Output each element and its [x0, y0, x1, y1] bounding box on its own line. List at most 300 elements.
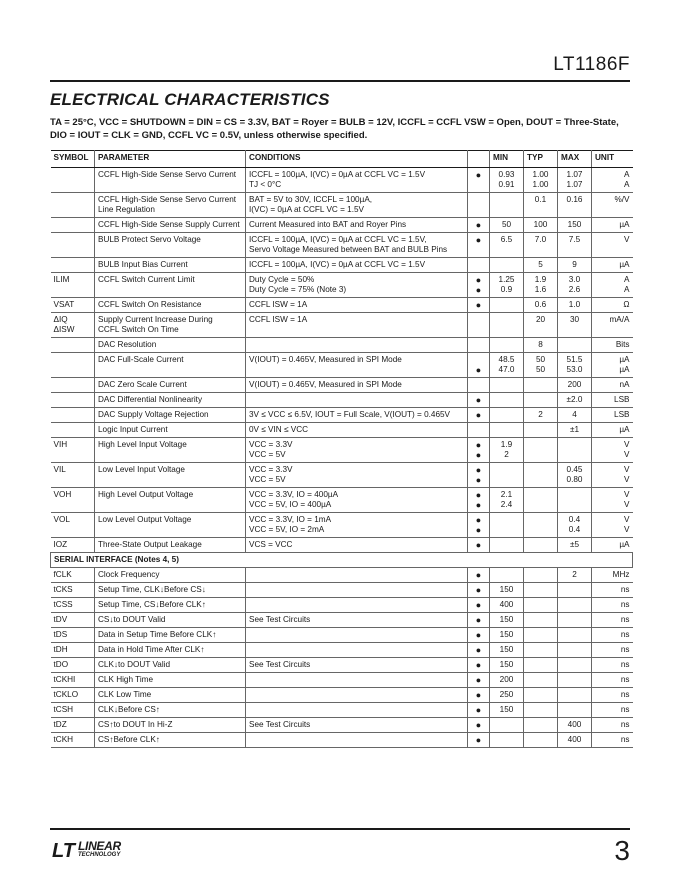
cell-dot: ●: [468, 583, 490, 598]
cell-min: 150: [490, 658, 524, 673]
table-header-row: [51, 151, 633, 168]
cell-max: [558, 673, 592, 688]
cell-dot: ●: [468, 673, 490, 688]
cell-sym: [51, 258, 95, 273]
col-header-min: MIN: [490, 151, 524, 168]
logo-brand-text: LINEAR: [78, 839, 121, 853]
section-title: ELECTRICAL CHARACTERISTICS: [50, 90, 330, 109]
cell-unit: LSB: [592, 393, 633, 408]
cell-sym: [51, 168, 95, 193]
cell-min: [490, 378, 524, 393]
cell-typ: 8: [524, 338, 558, 353]
table-row: [51, 408, 633, 423]
cell-unit: A A: [592, 273, 633, 298]
cell-cond: V(IOUT) = 0.465V, Measured in SPI Mode: [246, 353, 468, 378]
cell-param: Data in Setup Time Before CLK↑: [95, 628, 246, 643]
cell-cond: V(IOUT) = 0.465V, Measured in SPI Mode: [246, 378, 468, 393]
cell-sym: ILIM: [51, 273, 95, 298]
cell-sym: tDS: [51, 628, 95, 643]
footer-rule: [50, 828, 630, 830]
cell-cond: VCC = 3.3V, IO = 400µA VCC = 5V, IO = 400µA: [246, 488, 468, 513]
cell-min: [490, 193, 524, 218]
cell-sym: [51, 408, 95, 423]
cell-unit: ns: [592, 643, 633, 658]
serial-interface-title: SERIAL INTERFACE (Notes 4, 5): [51, 553, 633, 568]
cell-sym: VOH: [51, 488, 95, 513]
cell-param: CLK High Time: [95, 673, 246, 688]
cell-max: 30: [558, 313, 592, 338]
col-header-max: MAX: [558, 151, 592, 168]
cell-cond: VCC = 3.3V VCC = 5V: [246, 463, 468, 488]
cell-unit: Ω: [592, 298, 633, 313]
cell-sym: [51, 193, 95, 218]
cell-dot: [468, 378, 490, 393]
cell-typ: [524, 378, 558, 393]
cell-dot: ●: [468, 628, 490, 643]
cell-unit: mA/A: [592, 313, 633, 338]
cell-sym: VIL: [51, 463, 95, 488]
cell-unit: ns: [592, 673, 633, 688]
cell-sym: tCKHI: [51, 673, 95, 688]
cell-sym: IOZ: [51, 538, 95, 553]
cell-sym: VSAT: [51, 298, 95, 313]
cell-dot: [468, 423, 490, 438]
cell-dot: [468, 313, 490, 338]
cell-param: CS↑Before CLK↑: [95, 733, 246, 748]
cell-typ: 1.00 1.00: [524, 168, 558, 193]
cell-unit: %/V: [592, 193, 633, 218]
header-rule: [50, 80, 630, 82]
cell-param: CLK Low Time: [95, 688, 246, 703]
cell-max: [558, 488, 592, 513]
table-row: [51, 338, 633, 353]
table-row: [51, 488, 633, 513]
cell-max: 150: [558, 218, 592, 233]
cell-dot: ●: [468, 538, 490, 553]
cell-sym: [51, 393, 95, 408]
cell-unit: µA: [592, 538, 633, 553]
cell-cond: See Test Circuits: [246, 718, 468, 733]
cell-typ: [524, 718, 558, 733]
cell-param: CCFL Switch Current Limit: [95, 273, 246, 298]
cell-typ: [524, 658, 558, 673]
cell-max: 0.45 0.80: [558, 463, 592, 488]
cell-param: DAC Zero Scale Current: [95, 378, 246, 393]
table-row: [51, 613, 633, 628]
table-row: [51, 538, 633, 553]
cell-max: [558, 438, 592, 463]
cell-unit: ns: [592, 688, 633, 703]
cell-sym: tDH: [51, 643, 95, 658]
cell-dot: ●: [468, 218, 490, 233]
cell-sym: tDO: [51, 658, 95, 673]
cell-cond: [246, 393, 468, 408]
cell-param: DAC Supply Voltage Rejection: [95, 408, 246, 423]
cell-cond: VCC = 3.3V, IO = 1mA VCC = 5V, IO = 2mA: [246, 513, 468, 538]
cell-min: 150: [490, 628, 524, 643]
cell-min: 150: [490, 703, 524, 718]
cell-max: 9: [558, 258, 592, 273]
cell-cond: CCFL ISW = 1A: [246, 298, 468, 313]
cell-dot: ●: [468, 733, 490, 748]
cell-cond: [246, 583, 468, 598]
cell-sym: fCLK: [51, 568, 95, 583]
cell-dot: ●: [468, 703, 490, 718]
cell-dot: ●: [468, 393, 490, 408]
cell-min: 250: [490, 688, 524, 703]
cell-typ: [524, 488, 558, 513]
cell-max: 2: [558, 568, 592, 583]
cell-param: CLK↓to DOUT Valid: [95, 658, 246, 673]
table-row: [51, 673, 633, 688]
cell-cond: CCFL ISW = 1A: [246, 313, 468, 338]
cell-sym: [51, 338, 95, 353]
table-row: [51, 628, 633, 643]
cell-sym: [51, 233, 95, 258]
cell-unit: ns: [592, 658, 633, 673]
cell-unit: µA: [592, 423, 633, 438]
cell-unit: ns: [592, 583, 633, 598]
table-row: [51, 688, 633, 703]
cell-min: [490, 298, 524, 313]
cell-dot: ● ●: [468, 273, 490, 298]
cell-unit: ns: [592, 598, 633, 613]
cell-unit: V: [592, 233, 633, 258]
table-row: [51, 463, 633, 488]
cell-typ: [524, 733, 558, 748]
table-row: [51, 193, 633, 218]
cell-min: [490, 718, 524, 733]
cell-cond: [246, 703, 468, 718]
cell-min: [490, 538, 524, 553]
table-row: [51, 313, 633, 338]
cell-sym: tCSH: [51, 703, 95, 718]
cell-dot: [468, 338, 490, 353]
cell-max: 4: [558, 408, 592, 423]
table-row: [51, 658, 633, 673]
cell-dot: ●: [468, 643, 490, 658]
cell-param: Setup Time, CLK↓Before CS↓: [95, 583, 246, 598]
cell-dot: [468, 193, 490, 218]
cell-cond: [246, 338, 468, 353]
cell-unit: V V: [592, 438, 633, 463]
cell-param: BULB Protect Servo Voltage: [95, 233, 246, 258]
col-header-dot: [468, 151, 490, 168]
cell-dot: ● ●: [468, 438, 490, 463]
cell-sym: VOL: [51, 513, 95, 538]
table-body: [51, 168, 633, 748]
cell-unit: ns: [592, 733, 633, 748]
cell-sym: tDZ: [51, 718, 95, 733]
cell-min: [490, 463, 524, 488]
cell-max: 400: [558, 733, 592, 748]
page-number: 3: [614, 835, 630, 866]
cell-param: Low Level Input Voltage: [95, 463, 246, 488]
cell-min: 150: [490, 613, 524, 628]
cell-max: [558, 583, 592, 598]
cell-max: 0.4 0.4: [558, 513, 592, 538]
cell-max: ±5: [558, 538, 592, 553]
cell-max: 1.07 1.07: [558, 168, 592, 193]
cell-max: 1.0: [558, 298, 592, 313]
cell-sym: tCSS: [51, 598, 95, 613]
cell-typ: [524, 688, 558, 703]
cell-typ: [524, 568, 558, 583]
col-header-typ: TYP: [524, 151, 558, 168]
cell-unit: Bits: [592, 338, 633, 353]
cell-min: [490, 513, 524, 538]
cell-unit: V V: [592, 513, 633, 538]
cell-param: High Level Output Voltage: [95, 488, 246, 513]
cell-param: DAC Resolution: [95, 338, 246, 353]
table-row: [51, 393, 633, 408]
cell-unit: ns: [592, 703, 633, 718]
cell-cond: See Test Circuits: [246, 658, 468, 673]
cell-cond: [246, 598, 468, 613]
cell-sym: [51, 378, 95, 393]
cell-param: High Level Input Voltage: [95, 438, 246, 463]
cell-sym: [51, 353, 95, 378]
cell-param: CS↑to DOUT In Hi-Z: [95, 718, 246, 733]
cell-unit: ns: [592, 613, 633, 628]
table-row: [51, 378, 633, 393]
cell-typ: 50 50: [524, 353, 558, 378]
table-row: [51, 718, 633, 733]
table-row: [51, 168, 633, 193]
cell-max: [558, 643, 592, 658]
table-row: [51, 298, 633, 313]
cell-min: 0.93 0.91: [490, 168, 524, 193]
cell-param: CCFL Switch On Resistance: [95, 298, 246, 313]
cell-max: 0.16: [558, 193, 592, 218]
cell-cond: [246, 628, 468, 643]
part-number: LT1186F: [553, 54, 630, 75]
cell-typ: [524, 598, 558, 613]
cell-param: BULB Input Bias Current: [95, 258, 246, 273]
cell-max: [558, 703, 592, 718]
cell-typ: [524, 463, 558, 488]
electrical-characteristics-table: [50, 150, 633, 748]
cell-min: [490, 313, 524, 338]
cell-typ: [524, 583, 558, 598]
test-conditions: TA = 25°C, VCC = SHUTDOWN = DIN = CS = 3.3V, BAT = Royer = BULB = 12V, ICCFL = CCFL VSW = Open, DOUT = Three-State, DIO = IOUT = CLK = GND, CCFL VC = 0.5V, unless otherwise specified.: [50, 117, 619, 141]
cell-dot: ●: [468, 568, 490, 583]
table-row: [51, 643, 633, 658]
cell-min: 400: [490, 598, 524, 613]
cell-min: [490, 568, 524, 583]
cell-unit: LSB: [592, 408, 633, 423]
cell-cond: ICCFL = 100µA, I(VC) = 0µA at CCFL VC = 1.5V TJ < 0°C: [246, 168, 468, 193]
cell-typ: [524, 393, 558, 408]
cell-dot: ● ●: [468, 488, 490, 513]
cell-min: [490, 408, 524, 423]
cell-param: CCFL High-Side Sense Supply Current: [95, 218, 246, 233]
cell-param: Setup Time, CS↓Before CLK↑: [95, 598, 246, 613]
cell-typ: [524, 703, 558, 718]
cell-param: Low Level Output Voltage: [95, 513, 246, 538]
cell-typ: 100: [524, 218, 558, 233]
cell-param: Logic Input Current: [95, 423, 246, 438]
cell-max: 51.5 53.0: [558, 353, 592, 378]
cell-dot: ●: [468, 353, 490, 378]
cell-param: Supply Current Increase During CCFL Switch On Time: [95, 313, 246, 338]
cell-dot: ●: [468, 688, 490, 703]
cell-max: [558, 628, 592, 643]
cell-typ: 0.1: [524, 193, 558, 218]
logo-sub-text: TECHNOLOGY: [78, 852, 121, 858]
cell-unit: ns: [592, 718, 633, 733]
cell-max: [558, 338, 592, 353]
cell-cond: VCS = VCC: [246, 538, 468, 553]
cell-typ: [524, 628, 558, 643]
cell-typ: [524, 513, 558, 538]
cell-dot: ●: [468, 613, 490, 628]
cell-sym: [51, 218, 95, 233]
cell-max: [558, 613, 592, 628]
cell-typ: [524, 613, 558, 628]
cell-max: [558, 658, 592, 673]
cell-min: 150: [490, 583, 524, 598]
cell-min: 50: [490, 218, 524, 233]
cell-param: CCFL High-Side Sense Servo Current: [95, 168, 246, 193]
table-row: [51, 218, 633, 233]
cell-unit: V V: [592, 488, 633, 513]
cell-max: [558, 598, 592, 613]
cell-dot: [468, 258, 490, 273]
linear-technology-logo: [52, 836, 147, 864]
cell-max: ±2.0: [558, 393, 592, 408]
cell-typ: 7.0: [524, 233, 558, 258]
cell-typ: [524, 438, 558, 463]
table-row: [51, 583, 633, 598]
table-row: [51, 733, 633, 748]
cell-param: Data in Hold Time After CLK↑: [95, 643, 246, 658]
cell-cond: VCC = 3.3V VCC = 5V: [246, 438, 468, 463]
table-row: [51, 568, 633, 583]
cell-cond: Current Measured into BAT and Royer Pins: [246, 218, 468, 233]
table-row: [51, 598, 633, 613]
cell-min: [490, 258, 524, 273]
cell-typ: [524, 643, 558, 658]
cell-typ: [524, 673, 558, 688]
cell-dot: ●: [468, 718, 490, 733]
cell-min: 1.25 0.9: [490, 273, 524, 298]
cell-dot: ● ●: [468, 463, 490, 488]
table-row: [51, 353, 633, 378]
cell-cond: [246, 568, 468, 583]
cell-cond: [246, 688, 468, 703]
cell-typ: 20: [524, 313, 558, 338]
cell-sym: VIH: [51, 438, 95, 463]
cell-max: 3.0 2.6: [558, 273, 592, 298]
cell-dot: ●: [468, 168, 490, 193]
cell-cond: [246, 673, 468, 688]
cell-typ: 1.9 1.6: [524, 273, 558, 298]
cell-max: 7.5: [558, 233, 592, 258]
table-row: [51, 233, 633, 258]
table-row: [51, 273, 633, 298]
cell-sym: [51, 423, 95, 438]
cell-unit: V V: [592, 463, 633, 488]
table-row: [51, 438, 633, 463]
cell-typ: [524, 423, 558, 438]
cell-cond: [246, 733, 468, 748]
cell-min: [490, 393, 524, 408]
cell-cond: ICCFL = 100µA, I(VC) = 0µA at CCFL VC = 1.5V: [246, 258, 468, 273]
cell-param: Clock Frequency: [95, 568, 246, 583]
cell-param: CLK↓Before CS↑: [95, 703, 246, 718]
col-header-symbol: SYMBOL: [51, 151, 95, 168]
serial-interface-section-row: [51, 553, 633, 568]
cell-param: CS↓to DOUT Valid: [95, 613, 246, 628]
cell-cond: ICCFL = 100µA, I(VC) = 0µA at CCFL VC = 1.5V, Servo Voltage Measured between BAT and BULB Pins: [246, 233, 468, 258]
cell-unit: nA: [592, 378, 633, 393]
cell-dot: ●: [468, 598, 490, 613]
table-row: [51, 258, 633, 273]
cell-sym: tCKS: [51, 583, 95, 598]
table-row: [51, 423, 633, 438]
cell-cond: BAT = 5V to 30V, ICCFL = 100µA, I(VC) = 0µA at CCFL VC = 1.5V: [246, 193, 468, 218]
cell-sym: tCKLO: [51, 688, 95, 703]
cell-dot: ●: [468, 408, 490, 423]
table-row: [51, 703, 633, 718]
cell-cond: Duty Cycle = 50% Duty Cycle = 75% (Note 3): [246, 273, 468, 298]
col-header-parameter: PARAMETER: [95, 151, 246, 168]
cell-typ: 2: [524, 408, 558, 423]
cell-dot: ●: [468, 298, 490, 313]
cell-min: 48.5 47.0: [490, 353, 524, 378]
cell-dot: ●: [468, 658, 490, 673]
cell-typ: [524, 538, 558, 553]
cell-unit: µA µA: [592, 353, 633, 378]
col-header-conditions: CONDITIONS: [246, 151, 468, 168]
cell-typ: 0.6: [524, 298, 558, 313]
cell-param: Three-State Output Leakage: [95, 538, 246, 553]
cell-max: 200: [558, 378, 592, 393]
cell-max: [558, 688, 592, 703]
cell-dot: ● ●: [468, 513, 490, 538]
cell-sym: tCKH: [51, 733, 95, 748]
cell-min: [490, 423, 524, 438]
cell-sym: ΔIQ ΔISW: [51, 313, 95, 338]
cell-sym: tDV: [51, 613, 95, 628]
cell-param: CCFL High-Side Sense Servo Current Line Regulation: [95, 193, 246, 218]
cell-min: 6.5: [490, 233, 524, 258]
cell-param: DAC Full-Scale Current: [95, 353, 246, 378]
cell-max: 400: [558, 718, 592, 733]
cell-unit: MHz: [592, 568, 633, 583]
col-header-unit: UNIT: [592, 151, 633, 168]
lt-logo-icon: LT: [52, 840, 75, 862]
cell-unit: µA: [592, 218, 633, 233]
table-row: [51, 513, 633, 538]
cell-min: [490, 733, 524, 748]
cell-min: [490, 338, 524, 353]
cell-unit: µA: [592, 258, 633, 273]
cell-min: 2.1 2.4: [490, 488, 524, 513]
cell-cond: See Test Circuits: [246, 613, 468, 628]
cell-cond: 3V ≤ VCC ≤ 6.5V, IOUT = Full Scale, V(IOUT) = 0.465V: [246, 408, 468, 423]
cell-unit: ns: [592, 628, 633, 643]
cell-dot: ●: [468, 233, 490, 258]
cell-typ: 5: [524, 258, 558, 273]
cell-param: DAC Differential Nonlinearity: [95, 393, 246, 408]
cell-max: ±1: [558, 423, 592, 438]
cell-min: 200: [490, 673, 524, 688]
cell-cond: 0V ≤ VIN ≤ VCC: [246, 423, 468, 438]
cell-cond: [246, 643, 468, 658]
cell-min: 150: [490, 643, 524, 658]
